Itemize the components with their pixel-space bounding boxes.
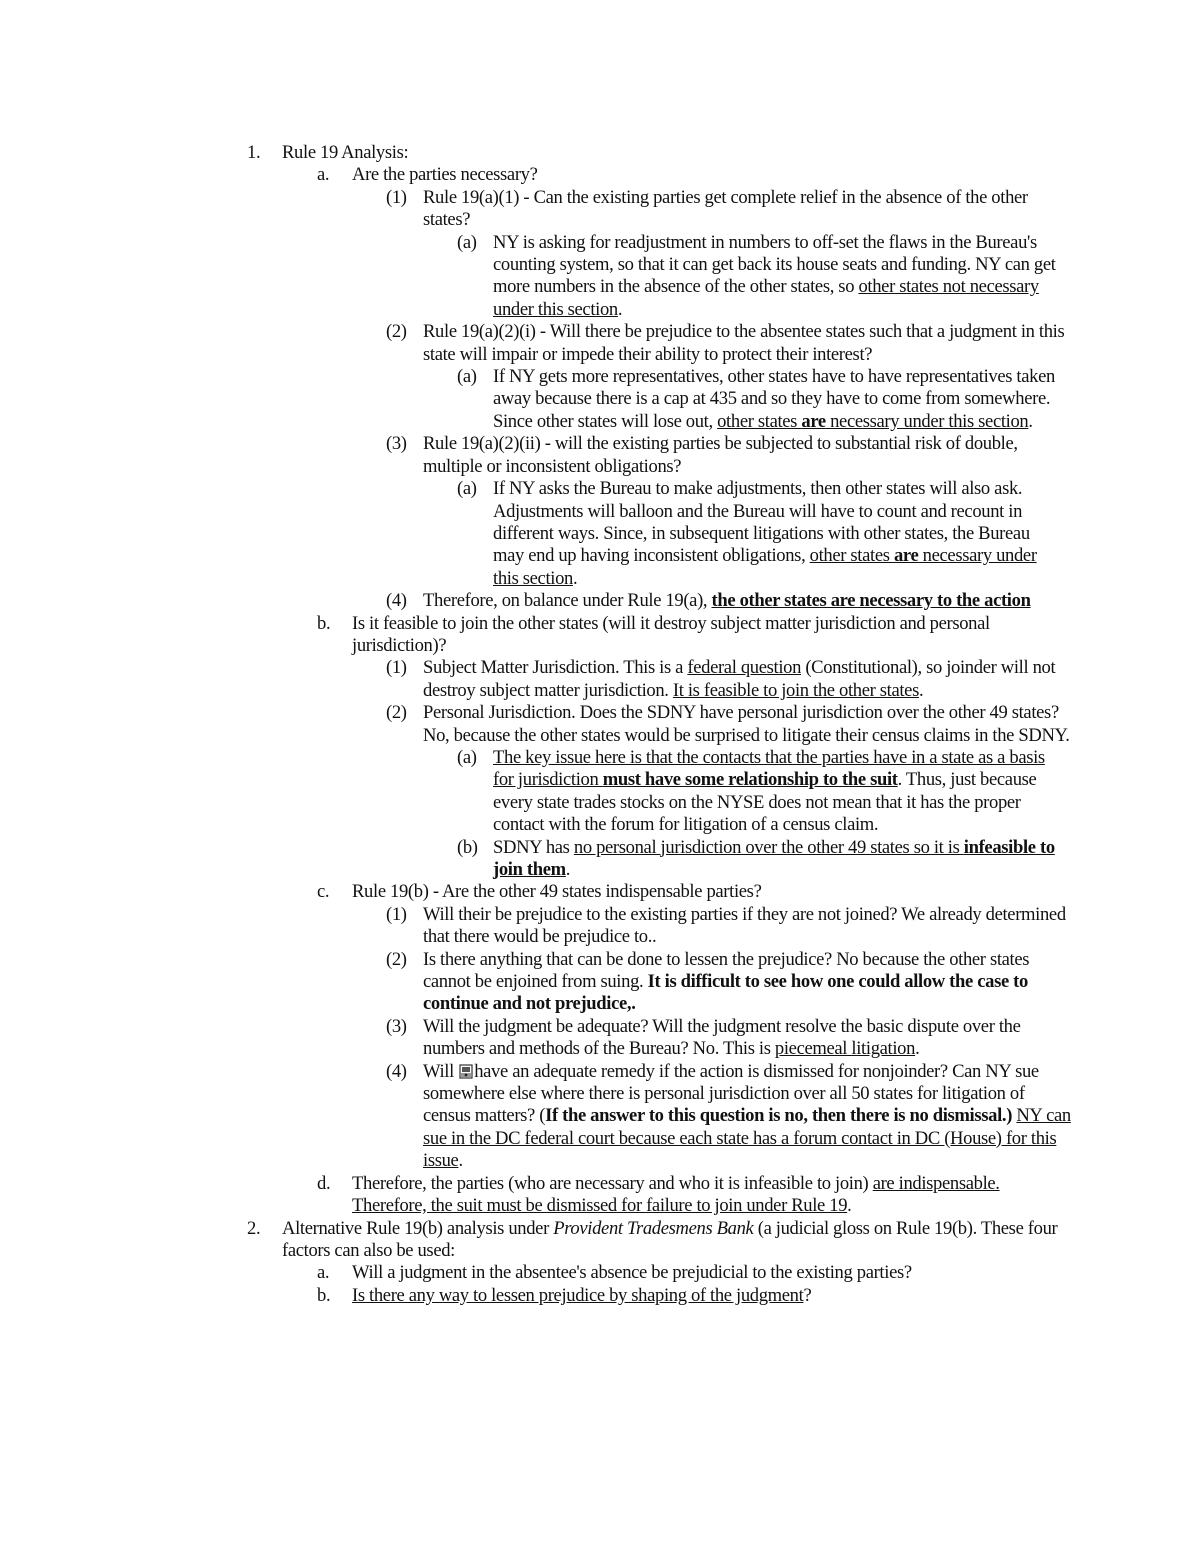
text-run: SDNY has bbox=[493, 836, 574, 858]
item-text: Will their be prejudice to the existing parties if they are not joined? We already determined that there would be prejudice to.. bbox=[423, 903, 1066, 948]
text-run: ? bbox=[803, 1284, 812, 1306]
text-run: . bbox=[918, 679, 924, 701]
underlined-run: other states bbox=[717, 410, 802, 432]
underlined-run: other states bbox=[809, 545, 894, 567]
item-letter: b. bbox=[317, 1284, 331, 1306]
italic-run: Provident Tradesmens Bank bbox=[553, 1217, 754, 1239]
outline-item-1a1a bbox=[0, 232, 1200, 322]
item-text bbox=[493, 747, 1063, 837]
text-run: Alternative Rule 19(b) analysis under bbox=[282, 1217, 554, 1239]
item-number: (2) bbox=[386, 948, 407, 970]
text-run: Therefore, the parties (who are necessary and who it is infeasible to join) bbox=[352, 1172, 873, 1194]
item-number: (1) bbox=[386, 903, 407, 925]
text-run: Subject Matter Jurisdiction. This is a bbox=[423, 657, 688, 679]
underlined-run: federal question bbox=[687, 657, 802, 679]
text-run: Will the judgment be adequate? Will the judgment resolve the basic dispute over the numbers and methods of the Bureau? No. This is bbox=[423, 1015, 1021, 1060]
underlined-bold-run: infeasible to join them bbox=[493, 836, 1055, 880]
item-text bbox=[282, 1218, 1072, 1263]
underlined-bold-run: must have some relationship to the suit bbox=[602, 769, 898, 791]
outline-item-1d bbox=[0, 1173, 1200, 1218]
item-number: 1. bbox=[247, 142, 261, 163]
item-number: (4) bbox=[386, 1060, 407, 1082]
item-text: Rule 19(a)(2)(ii) - will the existing parties be subjected to substantial risk of double, multiple or inconsistent obligations? bbox=[423, 433, 1018, 477]
item-text: Personal Jurisdiction. Does the SDNY have personal jurisdiction over the other 49 states? No, because the other states would be surprised to litigate their census claims in the SDNY. bbox=[423, 702, 1070, 746]
outline-item-1c bbox=[0, 881, 1200, 903]
item-text: Rule 19(a)(1) - Can the existing parties get complete relief in the absence of the other states? bbox=[423, 186, 1028, 231]
outline-item-2b bbox=[0, 1285, 1200, 1307]
item-text bbox=[423, 1016, 1071, 1061]
text-run: If NY asks the Bureau to make adjustments, then other states will also ask. Adjustments will balloon and the Bureau will have to count and recount in different ways. Since, in subsequent litigations with other states, the Bureau may end up having inconsistent obligations, bbox=[493, 478, 1030, 567]
outline-item-1a2a bbox=[0, 366, 1200, 433]
item-text bbox=[352, 1173, 1067, 1218]
underlined-run: necessary under this section bbox=[825, 410, 1029, 432]
outline-item-1 bbox=[0, 142, 1200, 164]
outline-item-1a3a bbox=[0, 478, 1200, 590]
outline-item-2 bbox=[0, 1218, 1200, 1263]
item-text: Is it feasible to join the other states (will it destroy subject matter jurisdiction and personal jurisdiction)? bbox=[352, 612, 990, 656]
item-number: (2) bbox=[386, 321, 407, 343]
outline-item-1b2b bbox=[0, 837, 1200, 882]
item-number: (3) bbox=[386, 433, 407, 455]
underlined-run: no personal jurisdiction over the other 49 states so it is bbox=[573, 836, 964, 858]
item-letter: (a) bbox=[457, 366, 477, 388]
item-number: (3) bbox=[386, 1015, 407, 1037]
outline-item-1c4 bbox=[0, 1061, 1200, 1173]
outline-item-1b2 bbox=[0, 702, 1200, 747]
text-run: (Constitutional), so joinder will not destroy subject matter jurisdiction. bbox=[423, 657, 1056, 701]
outline-item-1b2a bbox=[0, 747, 1200, 837]
item-text bbox=[493, 478, 1063, 590]
underlined-bold-run: are bbox=[893, 545, 919, 567]
outline-item-1b1 bbox=[0, 657, 1200, 702]
underlined-run: Is there any way to lessen prejudice by shaping of the judgment bbox=[352, 1284, 804, 1306]
item-letter: (b) bbox=[457, 836, 478, 858]
item-number: (1) bbox=[386, 186, 407, 208]
text-run: Will bbox=[423, 1060, 459, 1082]
item-text bbox=[493, 366, 1063, 433]
underlined-run: are indispensable. Therefore, the suit must be dismissed for failure to join under Rule 19 bbox=[352, 1172, 1000, 1217]
item-letter: (a) bbox=[457, 746, 477, 768]
item-text: Rule 19 Analysis: bbox=[282, 142, 409, 163]
outline bbox=[0, 142, 1200, 1307]
text-run: . bbox=[847, 1195, 852, 1217]
item-text bbox=[423, 657, 1071, 702]
text-run: If NY gets more representatives, other states have to have representatives taken away because there is a cap at 435 and so they have to come from somewhere. Since other states will lose out, bbox=[493, 366, 1055, 432]
text-run: . bbox=[458, 1150, 463, 1172]
item-text: Rule 19(a)(2)(i) - Will there be prejudice to the absentee states such that a judgment in this state will impair or impede their ability to protect their interest? bbox=[423, 321, 1065, 365]
item-number: (2) bbox=[386, 702, 407, 724]
item-letter: b. bbox=[317, 612, 331, 634]
bold-run: If the answer to this question is no, then there is no dismissal.) bbox=[545, 1105, 1013, 1127]
item-number: (1) bbox=[386, 657, 407, 679]
text-run: . Thus, just because every state trades stocks on the NYSE does not mean that it has the proper contact with the forum for litigation of a census claim. bbox=[493, 769, 1037, 836]
outline-item-1a1 bbox=[0, 187, 1200, 232]
item-text: Will a judgment in the absentee's absence be prejudicial to the existing parties? bbox=[352, 1262, 912, 1284]
underlined-run: other states not necessary under this section bbox=[493, 276, 1039, 320]
item-letter: a. bbox=[317, 1262, 330, 1284]
outline-item-1a2 bbox=[0, 321, 1200, 366]
item-letter: d. bbox=[317, 1172, 331, 1194]
bold-run: It is difficult to see how one could allow the case to continue and not prejudice,. bbox=[423, 971, 1028, 1015]
item-text bbox=[423, 949, 1071, 1016]
underlined-bold-run: are bbox=[801, 410, 826, 432]
text-run: . bbox=[572, 567, 578, 589]
item-number: (4) bbox=[386, 590, 407, 612]
item-text bbox=[493, 232, 1063, 322]
item-letter: a. bbox=[317, 164, 330, 186]
item-text bbox=[423, 1061, 1071, 1173]
underlined-run: NY can sue in the DC federal court because each state has a forum contact in DC (House) for this issue bbox=[423, 1105, 1071, 1172]
text-run: . bbox=[565, 859, 571, 880]
item-letter: c. bbox=[317, 881, 330, 903]
outline-item-1b bbox=[0, 613, 1200, 658]
item-text bbox=[493, 837, 1063, 882]
item-text: Are the parties necessary? bbox=[352, 164, 538, 186]
outline-item-1a3 bbox=[0, 433, 1200, 478]
embedded-object-icon bbox=[459, 1064, 473, 1079]
outline-item-1c2 bbox=[0, 949, 1200, 1016]
underlined-run: It is feasible to join the other states bbox=[672, 679, 919, 701]
underlined-run: The key issue here is that the contacts that the parties have in a state as a basis for jurisdiction bbox=[493, 746, 1045, 791]
text-run: Is there anything that can be done to lessen the prejudice? No because the other states cannot be enjoined from suing. bbox=[423, 948, 1030, 993]
text-run: have an adequate remedy if the action is dismissed for nonjoinder? Can NY sue somewhere else where there is personal jurisdiction over all 50 states for litigation of census matters? ( bbox=[423, 1060, 1039, 1127]
item-text bbox=[352, 1285, 1067, 1307]
item-letter: (a) bbox=[457, 478, 477, 500]
item-text: Rule 19(b) - Are the other 49 states indispensable parties? bbox=[352, 881, 762, 903]
text-run: . bbox=[617, 298, 623, 320]
outline-item-1a bbox=[0, 164, 1200, 186]
item-letter: (a) bbox=[457, 231, 477, 253]
text-run: Therefore, on balance under Rule 19(a), bbox=[423, 590, 712, 612]
outline-item-1a4 bbox=[0, 590, 1200, 612]
item-number: 2. bbox=[247, 1217, 261, 1239]
text-run: (a judicial gloss on Rule 19(b). These four factors can also be used: bbox=[282, 1217, 1058, 1261]
item-text bbox=[423, 590, 1071, 612]
text-run: . bbox=[1028, 410, 1033, 432]
text-run: . bbox=[915, 1038, 920, 1060]
outline-item-1c1 bbox=[0, 904, 1200, 949]
text-run: NY is asking for readjustment in numbers to off-set the flaws in the Bureau's counting system, so that it can get back its house seats and funding. NY can get more numbers in the absence of the other states, so bbox=[493, 231, 1056, 298]
outline-item-2a bbox=[0, 1262, 1200, 1284]
underlined-run: piecemeal litigation bbox=[774, 1038, 916, 1060]
underlined-bold-run: the other states are necessary to the action bbox=[711, 590, 1031, 612]
outline-item-1c3 bbox=[0, 1016, 1200, 1061]
underlined-run: necessary under this section bbox=[493, 545, 1037, 589]
